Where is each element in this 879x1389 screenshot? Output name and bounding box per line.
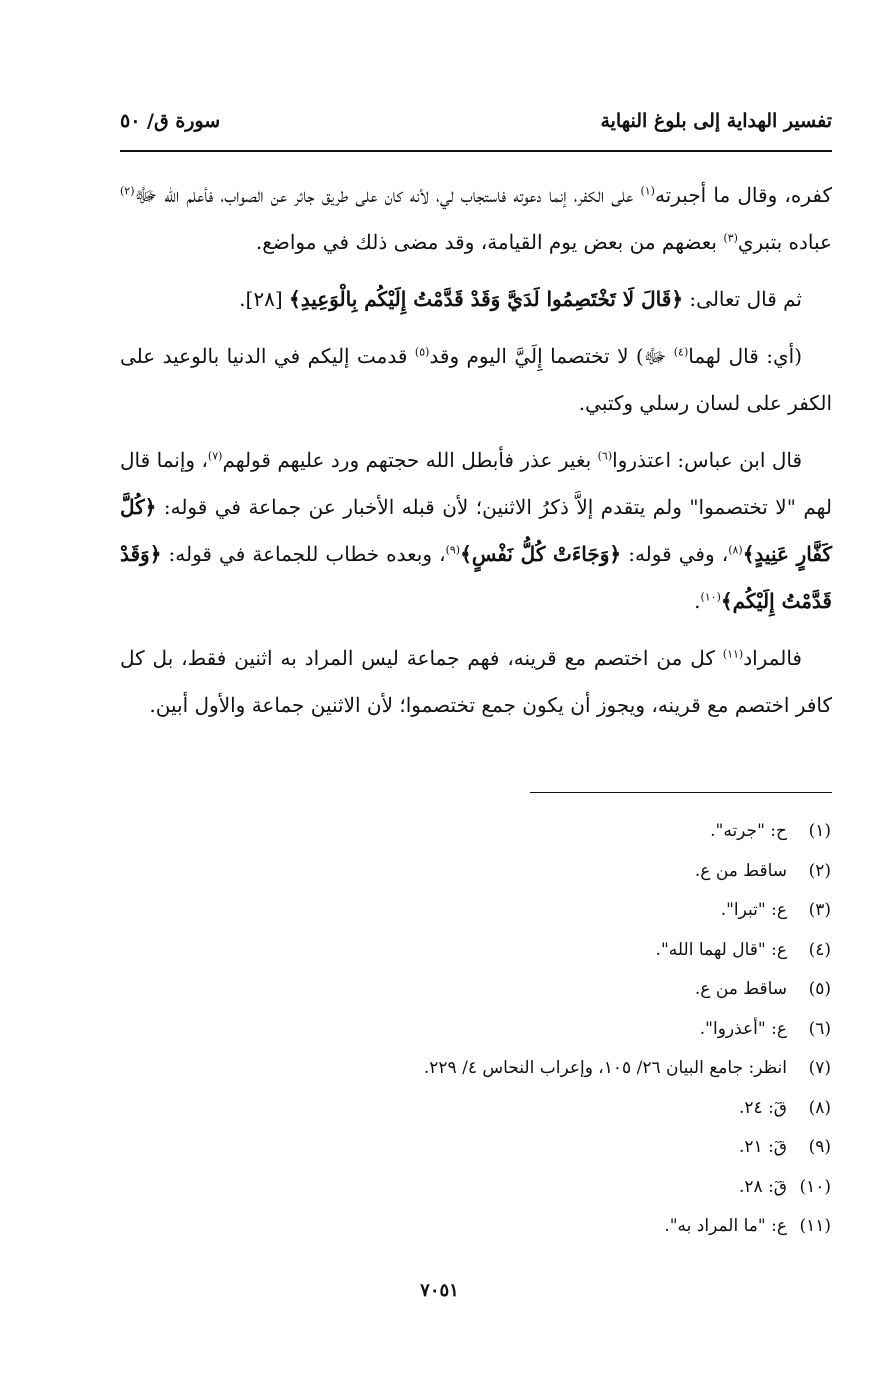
footnote-ref: (٧) [207, 449, 223, 463]
footnote-ref: (٢) [120, 184, 135, 198]
paragraph-1: كفره، وقال ما أجبرته$^{(١)}$ على الكفر، إنما دعوته فاستجاب لي، لأنه كان على طريق جائر عن الصواب، فأعلم الله ﷻ$^{(٢)}$ عباده بتبري$^{(٣)}$ بعضهم من بعض يوم القيامة، وقد مضى ذلك في مواضع. [120, 183, 832, 254]
footnotes [231, 812, 831, 1247]
footnote-number: (٢) [808, 860, 831, 881]
footnote-number: (٧) [808, 1058, 831, 1078]
footnote-ref: (٦) [597, 449, 613, 463]
footnote [231, 970, 831, 1010]
footnote-number: (٣) [808, 900, 831, 920]
footnote [231, 1010, 831, 1050]
footnote-text: ع: "أعذروا". [699, 1018, 787, 1039]
footnote-separator [530, 792, 832, 793]
footnote-text: قٓ: ٢١. [739, 1137, 787, 1157]
footnote [231, 1168, 831, 1208]
quran-verse: ﴿قَالَ لَا تَخْتَصِمُوا لَدَيَّ وَقَدْ قَدَّمْتُ إِلَيْكُم بِالْوَعِيدِ﴾ [289, 287, 684, 311]
footnote-text: قٓ: ٢٨. [739, 1176, 787, 1197]
footnote-number: (١٠) [799, 1176, 831, 1197]
main-text [120, 172, 832, 739]
paragraph-5: فالمراد$^{(١١)}$ كل من اختصم مع قرينه، فهم جماعة ليس المراد به اثنين فقط، بل كل كافر اختصم مع قرينه، ويجوز أن يكون جمع تختصموا؛ لأن الاثنين جماعة والأول أبين. [120, 646, 832, 717]
footnote-text: ساقط من ع. [694, 860, 787, 881]
footnote-ref: (٨) [728, 543, 743, 557]
footnote-number: (١١) [799, 1216, 831, 1236]
paragraph-3: (أي: قال لهما$^{(٤)}$ ﷻ) لا تختصما إِلَيَّ اليوم وقد$^{(٥)}$ قدمت إليكم في الدنيا بالوعيد على الكفر على لسان رسلي وكتبي. [120, 344, 832, 415]
footnote-text: ساقط من ع. [694, 979, 787, 999]
paragraph-4: قال ابن عباس: اعتذروا$^{(٦)}$ بغير عذر فأبطل الله حجتهم ورد عليهم قولهم$^{(٧)}$، وإنما قال لهم "لا تختصموا" ولم يتقدم إلاَّ ذكرُ الاثنين؛ لأن قبله الأخبار عن جماعة في قوله: ﴿كُلَّ كَفَّارٍ عَنِيدٍ﴾$^{(٨)}$، وفي قوله: ﴿وَجَاءَتْ كُلُّ نَفْسٍ﴾$^{(٩)}$، وبعده خطاب للجماعة في قوله: ﴿وَقَدْ قَدَّمْتُ إِلَيْكُم﴾$^{(١٠)}$. [120, 448, 833, 613]
footnote-text: انظر: جامع البيان ٢٦/ ١٠٥، وإعراب النحاس ٤/ ٢٢٩. [423, 1058, 787, 1078]
running-header [120, 108, 832, 152]
quran-verse: ﴿وَقَدْ قَدَّمْتُ إِلَيْكُم﴾ [120, 542, 832, 613]
footnote-ref: (٥) [414, 345, 430, 359]
footnote [231, 891, 831, 931]
footnote [231, 1128, 831, 1168]
footnote-ref: (٤) [673, 345, 689, 359]
book-title: تفسير الهداية إلى بلوغ النهاية [600, 110, 832, 132]
footnote [231, 1207, 831, 1247]
surah-title: سورة ق/ ٥٠ [120, 110, 221, 132]
footnote [231, 812, 831, 852]
footnote-ref: (١١) [722, 647, 744, 661]
paragraph-2: ثم قال تعالى: ﴿قَالَ لَا تَخْتَصِمُوا لَدَيَّ وَقَدْ قَدَّمْتُ إِلَيْكُم بِالْوَعِيدِ﴾ [٢٨]. [239, 287, 802, 311]
footnote-ref: (٣) [723, 231, 738, 245]
footnote-number: (٥) [808, 979, 831, 999]
footnote-text: قٓ: ٢٤. [739, 1097, 787, 1118]
quran-verse: ﴿وَجَاءَتْ كُلُّ نَفْسٍ﴾ [460, 542, 622, 566]
footnote-ref: (١٠) [700, 590, 721, 604]
footnote [231, 931, 831, 971]
footnote-ref: (٩) [445, 543, 461, 557]
quran-verse: ﴿كُلَّ كَفَّارٍ عَنِيدٍ﴾ [120, 495, 833, 566]
footnote-number: (٦) [808, 1018, 831, 1039]
footnote-text: ع: "قال لهما الله". [655, 939, 787, 960]
footnote-number: (١) [808, 821, 831, 841]
footnote [231, 1049, 831, 1089]
footnote-number: (٤) [808, 939, 831, 960]
footnote-text: ع: "ما المراد به". [664, 1216, 787, 1236]
footnote-number: (٩) [808, 1137, 831, 1157]
footnote-number: (٨) [808, 1097, 831, 1118]
footnote-text: ع: "تبرا". [720, 900, 787, 920]
footnote [231, 852, 831, 892]
footnote-text: ح: "جرته". [710, 821, 787, 841]
footnote-ref: (١) [640, 184, 655, 198]
page-number: ٧٠٥١ [420, 1280, 459, 1301]
footnote [231, 1089, 831, 1129]
